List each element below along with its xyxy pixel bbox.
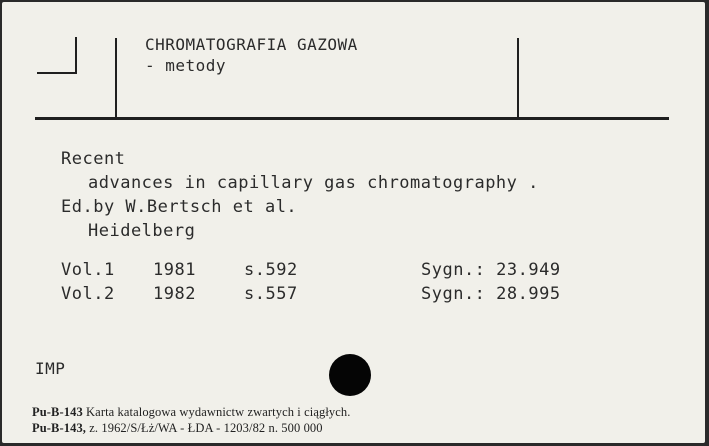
punch-hole bbox=[329, 354, 371, 396]
corner-mark-vertical bbox=[75, 37, 77, 74]
entry-place: Heidelberg bbox=[88, 221, 196, 241]
imprint-line-1 bbox=[32, 405, 350, 420]
catalog-card bbox=[2, 2, 705, 443]
header-right-rule bbox=[517, 38, 519, 118]
volume-label: Vol.2 bbox=[61, 284, 115, 304]
imprint-text: z. 1962/S/Łż/WA - ŁDA - 1203/82 n. 500 000 bbox=[89, 421, 323, 435]
imprint-line-2 bbox=[32, 421, 323, 436]
imprint-code: Pu-B-143, bbox=[32, 421, 87, 435]
volume-signature: Sygn.: 28.995 bbox=[421, 284, 561, 304]
volume-pages: s.592 bbox=[244, 260, 298, 280]
imprint-text: Karta katalogowa wydawnictw zwartych i ciągłych. bbox=[86, 405, 351, 419]
entry-editor-line: Ed.by W.Bertsch et al. bbox=[61, 197, 298, 217]
imp-stamp: IMP bbox=[35, 359, 66, 378]
subject-subheading: - metody bbox=[145, 56, 227, 75]
imprint-code: Pu-B-143 bbox=[32, 405, 83, 419]
subject-heading: CHROMATOGRAFIA GAZOWA bbox=[145, 35, 358, 54]
entry-title-line: advances in capillary gas chromatography . bbox=[88, 173, 539, 193]
entry-author-line: Recent bbox=[61, 149, 126, 169]
volume-label: Vol.1 bbox=[61, 260, 115, 280]
header-bottom-rule bbox=[35, 117, 669, 120]
volume-pages: s.557 bbox=[244, 284, 298, 304]
header-left-rule bbox=[115, 38, 117, 118]
volume-year: 1981 bbox=[153, 260, 196, 280]
volume-year: 1982 bbox=[153, 284, 196, 304]
corner-mark-horizontal bbox=[37, 72, 77, 74]
volume-signature: Sygn.: 23.949 bbox=[421, 260, 561, 280]
